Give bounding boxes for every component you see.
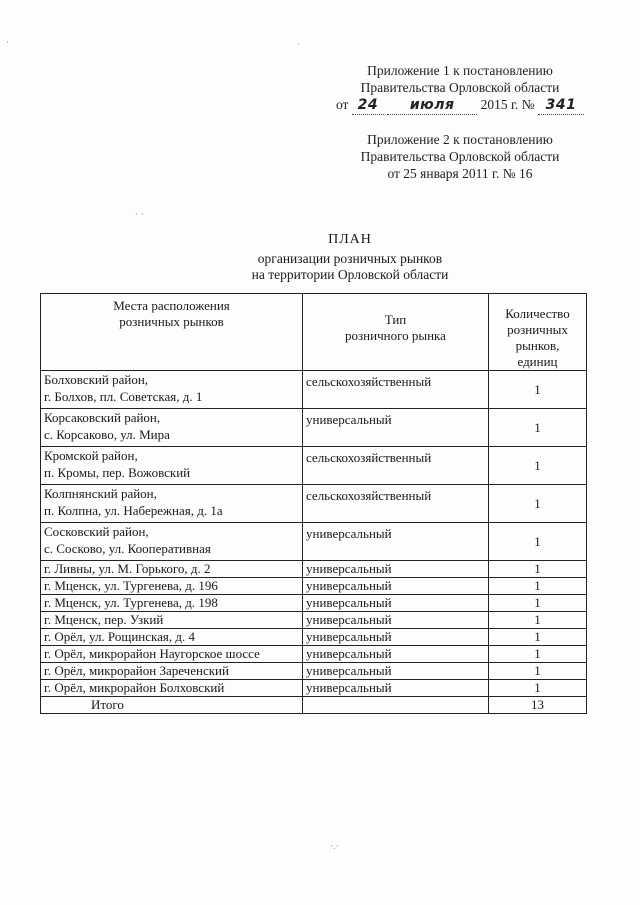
annex-2-line-2: Правительства Орловской области — [360, 149, 560, 164]
type-cell: сельскохозяйственный — [303, 447, 489, 485]
place-cell: г. Мценск, ул. Тургенева, д. 196 — [41, 578, 303, 595]
type-cell: универсальный — [303, 523, 489, 561]
place-cell: Корсаковский район, с. Корсаково, ул. Мира — [41, 409, 303, 447]
header-place: Места расположения розничных рынков — [41, 294, 303, 371]
type-cell: универсальный — [303, 595, 489, 612]
place-cell: Кромской район, п. Кромы, пер. Вожовский — [41, 447, 303, 485]
qty-cell: 1 — [489, 523, 587, 561]
place-cell: Колпнянский район, п. Колпна, ул. Набережная, д. 1а — [41, 485, 303, 523]
markets-table — [40, 293, 587, 714]
type-cell: универсальный — [303, 612, 489, 629]
type-cell: универсальный — [303, 561, 489, 578]
table-row — [41, 409, 587, 447]
type-cell: сельскохозяйственный — [303, 371, 489, 409]
table-row — [41, 447, 587, 485]
place-cell: Болховский район, г. Болхов, пл. Советская, д. 1 — [41, 371, 303, 409]
total-label: Итого — [41, 697, 303, 714]
table-header-row — [41, 294, 587, 371]
scan-speck: · — [297, 40, 300, 50]
place-cell: г. Мценск, пер. Узкий — [41, 612, 303, 629]
type-cell: универсальный — [303, 629, 489, 646]
type-cell: универсальный — [303, 646, 489, 663]
annex-1-date-prefix: от — [335, 97, 349, 112]
qty-cell: 1 — [489, 629, 587, 646]
qty-cell: 1 — [489, 663, 587, 680]
place-cell: г. Орёл, ул. Рощинская, д. 4 — [41, 629, 303, 646]
scan-speck: · — [6, 38, 9, 48]
annex-1-date-line — [330, 96, 590, 115]
annex-1-line-1: Приложение 1 к постановлению — [367, 63, 553, 78]
table-row — [41, 578, 587, 595]
total-qty: 13 — [489, 697, 587, 714]
annex-1-date-year: 2015 г. № — [480, 97, 535, 112]
scan-speck: · · — [135, 210, 144, 220]
table-row — [41, 371, 587, 409]
plan-title-main: ПЛАН — [328, 232, 372, 247]
type-cell: универсальный — [303, 409, 489, 447]
header-type: Тип розничного рынка — [303, 294, 489, 371]
table-row — [41, 646, 587, 663]
qty-cell: 1 — [489, 485, 587, 523]
annex-2-line-3: от 25 января 2011 г. № 16 — [387, 166, 533, 181]
total-type-empty — [303, 697, 489, 714]
scan-speck: ·.· — [330, 842, 339, 852]
plan-title-sub-1: организации розничных рынков — [257, 251, 443, 266]
place-cell: г. Орёл, микрорайон Болховский — [41, 680, 303, 697]
table-total-row — [41, 697, 587, 714]
table-row — [41, 680, 587, 697]
plan-title-sub-2: на территории Орловской области — [251, 267, 449, 282]
type-cell: универсальный — [303, 680, 489, 697]
table-row — [41, 523, 587, 561]
header-qty: Количество розничных рынков, единиц — [489, 294, 587, 371]
qty-cell: 1 — [489, 447, 587, 485]
type-cell: универсальный — [303, 578, 489, 595]
handwritten-day: 24 — [352, 97, 384, 115]
qty-cell: 1 — [489, 595, 587, 612]
place-cell: г. Ливны, ул. М. Горького, д. 2 — [41, 561, 303, 578]
table-row — [41, 629, 587, 646]
annex-1-header — [330, 62, 590, 115]
annex-2-header — [330, 131, 590, 182]
type-cell: универсальный — [303, 663, 489, 680]
place-cell: г. Мценск, ул. Тургенева, д. 198 — [41, 595, 303, 612]
plan-title — [200, 232, 500, 283]
qty-cell: 1 — [489, 371, 587, 409]
handwritten-month: июля — [387, 97, 477, 115]
annex-2-line-1: Приложение 2 к постановлению — [367, 132, 553, 147]
table-row — [41, 595, 587, 612]
place-cell: Сосковский район, с. Сосково, ул. Кооперативная — [41, 523, 303, 561]
qty-cell: 1 — [489, 409, 587, 447]
table-row — [41, 612, 587, 629]
annex-1-line-2: Правительства Орловской области — [360, 80, 560, 95]
qty-cell: 1 — [489, 646, 587, 663]
qty-cell: 1 — [489, 680, 587, 697]
qty-cell: 1 — [489, 561, 587, 578]
qty-cell: 1 — [489, 612, 587, 629]
handwritten-number: 341 — [538, 97, 584, 115]
place-cell: г. Орёл, микрорайон Наугорское шоссе — [41, 646, 303, 663]
table-row — [41, 561, 587, 578]
table-row — [41, 485, 587, 523]
qty-cell: 1 — [489, 578, 587, 595]
type-cell: сельскохозяйственный — [303, 485, 489, 523]
table-row — [41, 663, 587, 680]
place-cell: г. Орёл, микрорайон Зареченский — [41, 663, 303, 680]
